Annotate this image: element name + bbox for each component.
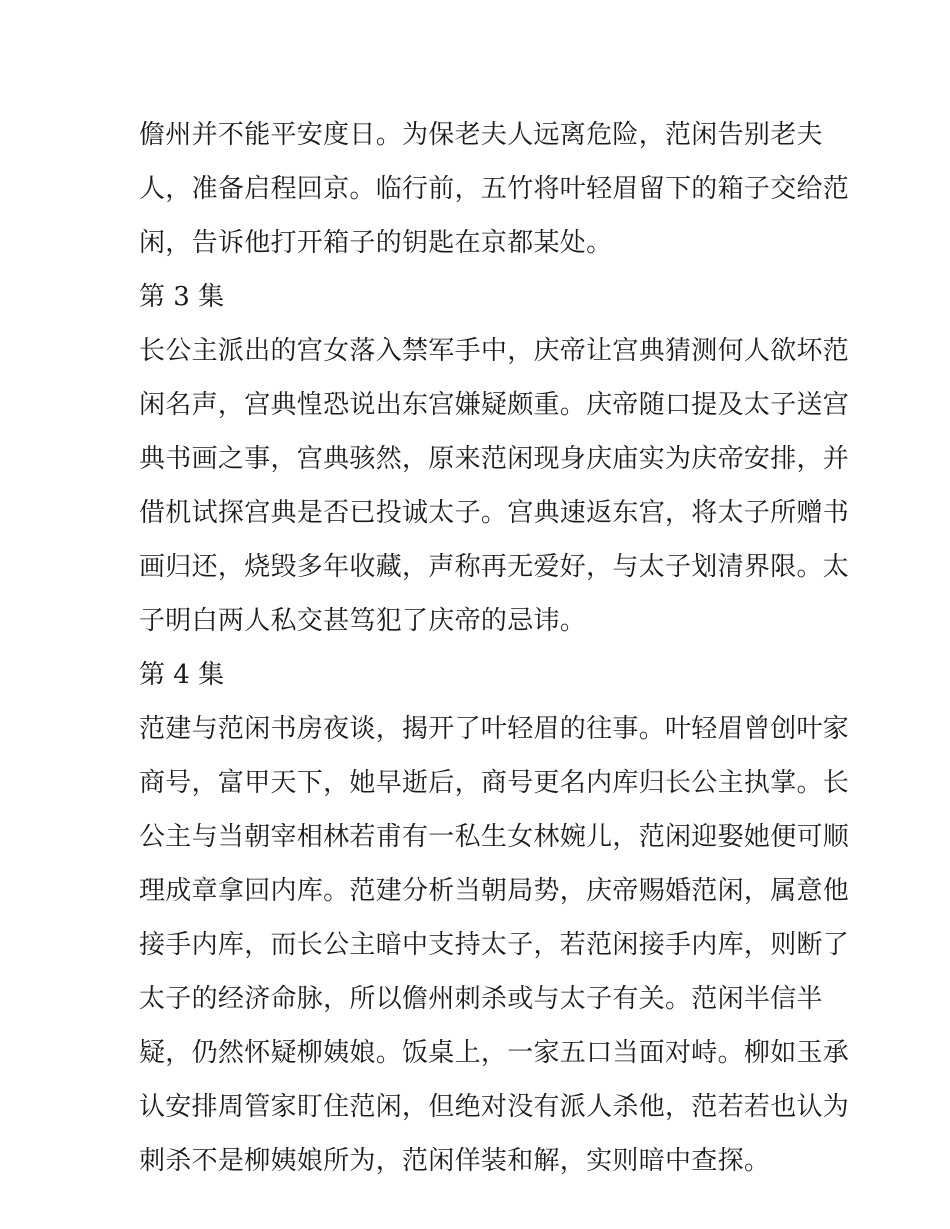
episode-3-heading: 第 3 集	[139, 282, 225, 312]
paragraph-line: 疑，仍然怀疑柳姨娘。饭桌上，一家五口当面对峙。柳如玉承	[139, 1038, 850, 1068]
paragraph-line: 商号，富甲天下，她早逝后，商号更名内库归长公主执掌。长	[139, 768, 850, 798]
paragraph-line: 认安排周管家盯住范闲，但绝对没有派人杀他，范若若也认为	[139, 1092, 850, 1122]
document-page	[139, 108, 850, 1188]
paragraph-line: 借机试探宫典是否已投诚太子。宫典速返东宫，将太子所赠书	[139, 498, 850, 528]
paragraph-line: 理成章拿回内库。范建分析当朝局势，庆帝赐婚范闲，属意他	[139, 876, 850, 906]
paragraph-line: 画归还，烧毁多年收藏，声称再无爱好，与太子划清界限。太	[139, 552, 850, 582]
paragraph-line: 儋州并不能平安度日。为保老夫人远离危险，范闲告别老夫	[139, 120, 823, 150]
episode-4-heading: 第 4 集	[139, 660, 225, 690]
paragraph-line: 闲名声，宫典惶恐说出东宫嫌疑颇重。庆帝随口提及太子送宫	[139, 390, 850, 420]
intro-paragraph	[139, 108, 850, 270]
paragraph-line: 太子的经济命脉，所以儋州刺杀或与太子有关。范闲半信半	[139, 984, 823, 1014]
paragraph-line: 闲，告诉他打开箱子的钥匙在京都某处。	[139, 228, 613, 258]
paragraph-line: 典书画之事，宫典骇然，原来范闲现身庆庙实为庆帝安排，并	[139, 444, 850, 474]
paragraph-line: 接手内库，而长公主暗中支持太子，若范闲接手内库，则断了	[139, 930, 850, 960]
paragraph-line: 人，准备启程回京。临行前，五竹将叶轻眉留下的箱子交给范	[139, 174, 850, 204]
paragraph-line: 刺杀不是柳姨娘所为，范闲佯装和解，实则暗中查探。	[139, 1146, 771, 1176]
paragraph-line: 公主与当朝宰相林若甫有一私生女林婉儿，范闲迎娶她便可顺	[139, 822, 850, 852]
paragraph-line: 子明白两人私交甚笃犯了庆帝的忌讳。	[139, 606, 587, 636]
paragraph-line: 范建与范闲书房夜谈，揭开了叶轻眉的往事。叶轻眉曾创叶家	[139, 714, 850, 744]
episode-4-paragraph	[139, 702, 850, 1188]
paragraph-line: 长公主派出的宫女落入禁军手中，庆帝让宫典猜测何人欲坏范	[139, 336, 850, 366]
episode-3-paragraph	[139, 324, 850, 648]
